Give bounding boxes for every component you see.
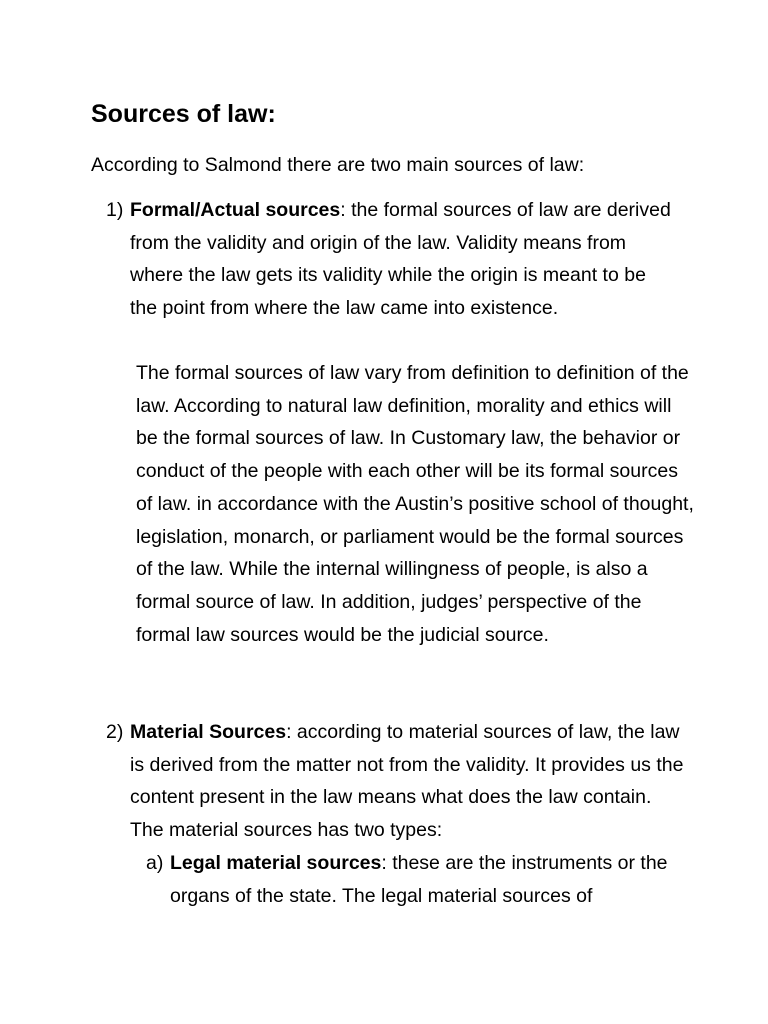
- term-legal-material-sources: Legal material sources: [170, 852, 382, 874]
- list-item-number-1: 1): [106, 199, 124, 221]
- list-item-material-sources: [130, 716, 690, 847]
- page-title: Sources of law:: [91, 100, 276, 128]
- sub-item-legal-material-sources: [170, 847, 680, 912]
- formal-sources-paragraph: The formal sources of law vary from definition to definition of the law. According to natural law definition, morality and ethics will be the formal sources of law. In Customary law, the behavior or conduct of the people with each other will be its formal sources of law. in accordance with the Austin’s positive school of thought, legislation, monarch, or parliament would be the formal sources of the law. While the internal willingness of people, is also a formal source of law. In addition, judges’ perspective of the formal law sources would be the judicial source.: [136, 362, 694, 646]
- material-sources-definition: : according to material sources of law, the law is derived from the matter not from the validity. It provides us the content present in the law means what does the law contain. The material sources has two types:: [130, 721, 684, 842]
- sub-item-letter-a: a): [146, 852, 164, 874]
- intro-paragraph: According to Salmond there are two main sources of law:: [91, 154, 585, 176]
- formal-sources-definition: : the formal sources of law are derived from the validity and origin of the law. Validity means from where the law gets its validity while the origin is meant to be the point from where the law came into existence.: [130, 199, 671, 320]
- list-item-number-2: 2): [106, 721, 124, 743]
- term-material-sources: Material Sources: [130, 721, 287, 743]
- term-formal-actual-sources: Formal/Actual sources: [130, 199, 341, 221]
- legal-material-sources-definition: : these are the instruments or the organs of the state. The legal material sources of: [170, 852, 668, 907]
- list-item-formal-sources: [130, 194, 678, 325]
